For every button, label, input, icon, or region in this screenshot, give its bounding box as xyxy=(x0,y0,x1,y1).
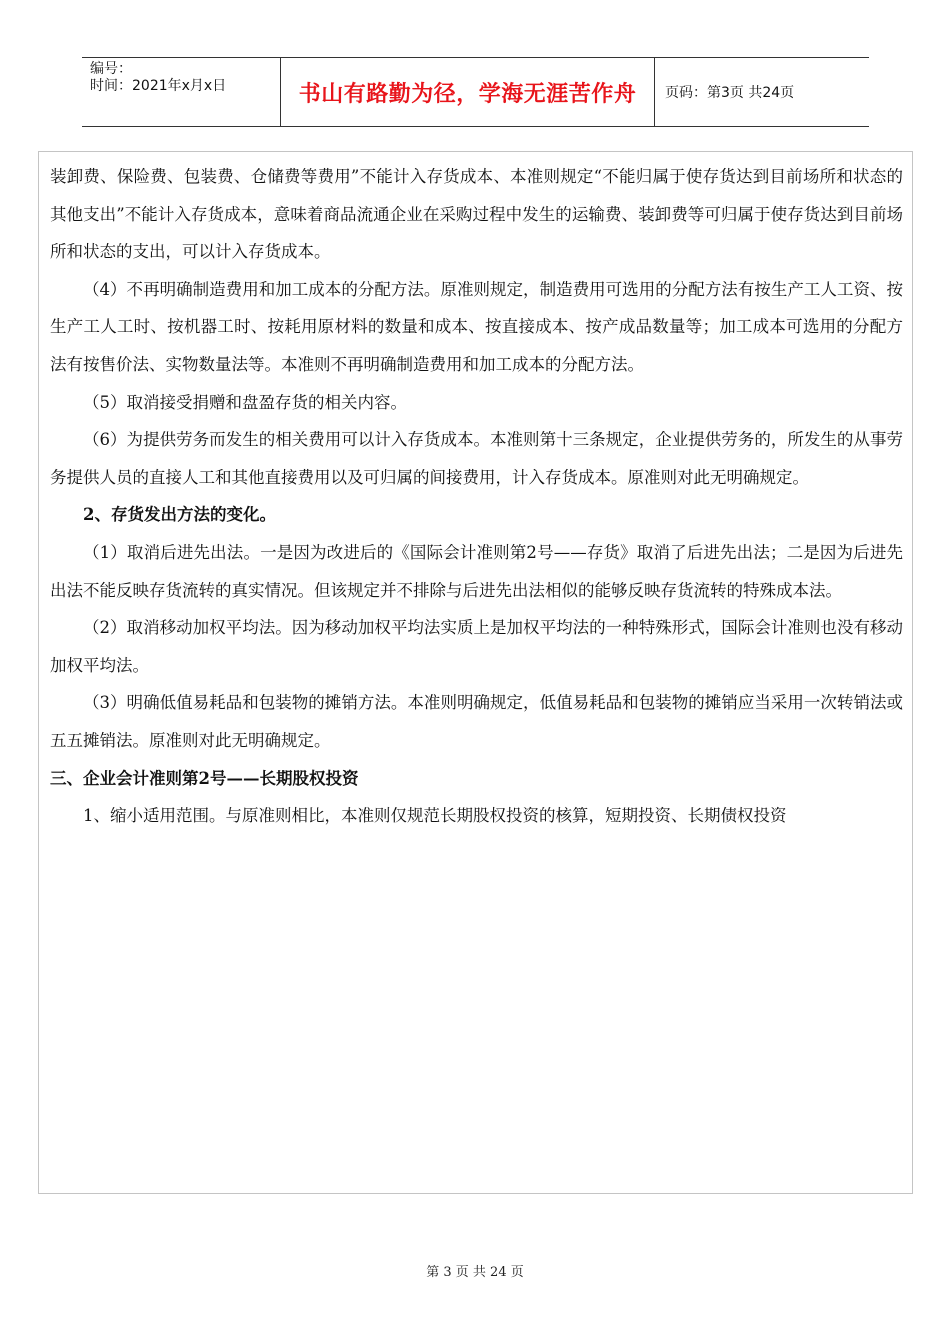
chapter-heading: 三、企业会计准则第2号——长期股权投资 xyxy=(50,768,359,788)
paragraph: （2）取消移动加权平均法。因为移动加权平均法实质上是加权平均法的一种特殊形式，国际会计准则也没有移动加权平均法。 xyxy=(50,618,903,675)
section-heading: 2、存货发出方法的变化。 xyxy=(83,505,276,525)
paragraph: （5）取消接受捐赠和盘盈存货的相关内容。 xyxy=(83,392,407,412)
content-frame xyxy=(38,151,913,1194)
header-meta xyxy=(82,58,281,126)
header-page-code: 页码：第3页 共24页 xyxy=(665,85,795,101)
paragraph: （3）明确低值易耗品和包装物的摊销方法。本准则明确规定，低值易耗品和包装物的摊销应当采用一次转销法或五五摊销法。原准则对此无明确规定。 xyxy=(50,693,903,750)
paragraph: 装卸费、保险费、包装费、仓储费等费用”不能计入存货成本、本准则规定“不能归属于使存货达到目前场所和状态的其他支出”不能计入存货成本，意味着商品流通企业在采购过程中发生的运输费、装卸费等可归属于使存货达到目前场所和状态的支出，可以计入存货成本。 xyxy=(50,167,903,262)
paragraph: （6）为提供劳务而发生的相关费用可以计入存货成本。本准则第十三条规定，企业提供劳务的，所发生的从事劳务提供人员的直接人工和其他直接费用以及可归属的间接费用，计入存货成本。原准则对此无明确规定。 xyxy=(50,430,903,487)
header-motto-cell xyxy=(281,58,655,126)
paragraph: （4）不再明确制造费用和加工成本的分配方法。原准则规定，制造费用可选用的分配方法有按生产工人工资、按生产工人工时、按机器工时、按耗用原材料的数量和成本、按直接成本、按产成品数量等；加工成本可选用的分配方法有按售价法、实物数量法等。本准则不再明确制造费用和加工成本的分配方法。 xyxy=(50,279,903,374)
paragraph: （1）取消后进先出法。一是因为改进后的《国际会计准则第2号——存货》取消了后进先出法；二是因为后进先出法不能反映存货流转的真实情况。但该规定并不排除与后进先出法相似的能够反映存货流转的特殊成本法。 xyxy=(50,542,903,600)
time-label: 时间：2021年x月x日 xyxy=(90,78,227,94)
number-label: 编号： xyxy=(90,61,132,77)
paragraph: 1、缩小适用范围。与原准则相比，本准则仅规范长期股权投资的核算，短期投资、长期债权投资 xyxy=(83,806,787,826)
header-motto: 书山有路勤为径，学海无涯苦作舟 xyxy=(298,80,637,107)
page-footer: 第 3 页 共 24 页 xyxy=(426,1265,524,1280)
document-header xyxy=(82,57,869,127)
header-page-code-cell xyxy=(655,58,869,126)
document-body xyxy=(50,158,903,835)
